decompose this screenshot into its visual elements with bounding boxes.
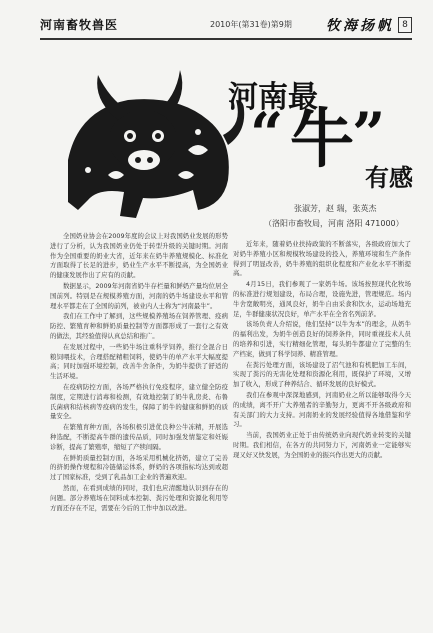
issue-info: 2010年(第31卷)第9期 bbox=[210, 20, 292, 29]
article-title-quote-close: ” bbox=[352, 100, 386, 168]
article-title-quote-open: “ bbox=[250, 100, 284, 168]
column-name: 牧海扬帆 bbox=[326, 18, 394, 34]
paragraph: 近年来，随着奶业扶持政策的不断落实，各级政府加大了对奶牛养殖小区和规模牧场建设的投入，养殖环境和生产条件得到了明显改善，奶牛养殖的组织化程度和产业化水平不断提高。 bbox=[233, 240, 411, 278]
paragraph: 全国奶业协会在2009年度的会议上对我国奶业发展的形势进行了分析，认为我国奶业仍处于转型升级的关键时期。河南作为全国重要的奶业大省，近年来在奶牛养殖规模化、标准化方面取得了长足的进步，奶业生产水平不断提高，为全国奶业的健康发展作出了应有的贡献。 bbox=[50, 232, 228, 280]
article-title-part2: 牛 bbox=[290, 102, 354, 177]
magazine-name: 河南畜牧兽医 bbox=[40, 18, 119, 32]
paragraph: 在鲜奶质量控制方面，各场采用机械化挤奶，建立了完善的挤奶操作规程和冷链储运体系，鲜奶的各项指标均达到或超过了国家标准，受到了乳品加工企业的普遍欢迎。 bbox=[50, 453, 228, 482]
paragraph: 我们在参观中深深地感到，河南奶业之所以能够取得今天的成绩，离不开广大养殖者的辛勤努力，更离不开各级政府和有关部门的大力支持。河南奶业的发展经验值得各地借鉴和学习。 bbox=[233, 390, 411, 429]
column-flag: 8 bbox=[398, 17, 412, 33]
paragraph: 在繁殖育种方面，各场积极引进优良种公牛冻精，开展选种选配，不断提高牛群的遗传品质，同时加强发情鉴定和妊娠诊断，提高了繁殖率，缩短了产犊间隔。 bbox=[50, 423, 228, 451]
paragraph: 我们在工作中了解到，这些规模养殖场在饲养管理、疫病防控、繁殖育种和鲜奶质量控制等方面都形成了一套行之有效的做法，其经验值得认真总结和推广。 bbox=[50, 312, 228, 340]
paragraph: 当前，我国奶业正处于由传统奶业向现代奶业转变的关键时期。我们相信，在各方的共同努力下，河南奶业一定能够实现又好又快发展，为全国奶业的振兴作出更大的贡献。 bbox=[233, 431, 411, 459]
paragraph: 然而，在看到成绩的同时，我们也应清醒地认识到存在的问题。部分养殖场在饲料成本控制、粪污处理和资源化利用等方面还存在不足，需要在今后的工作中加以改进。 bbox=[50, 483, 228, 512]
paragraph: 该场负责人介绍说，他们坚持“以牛为本”的理念，从奶牛的福利出发，为奶牛创造良好的饲养条件，同时重视技术人员的培养和引进，实行精细化管理，每头奶牛都建立了完整的生产档案，做到了科学饲养、精准管理。 bbox=[233, 320, 411, 358]
paragraph: 4月15日，我们参观了一家奶牛场。该场按照现代化牧场的标准进行规划建设，布局合理，设施先进，管理规范。场内牛舍宽敞明亮，通风良好，奶牛自由采食和饮水，运动场地充足，牛群健康状况良好，单产水平在全省名列前茅。 bbox=[233, 280, 411, 318]
article-title-part1: 河南最 bbox=[228, 80, 318, 115]
paragraph: 在疫病防控方面，各场严格执行免疫程序，建立健全防疫制度，定期进行消毒和检测，有效地控制了奶牛乳房炎、布鲁氏菌病和结核病等疫病的发生，保障了奶牛的健康和鲜奶的质量安全。 bbox=[50, 382, 228, 421]
article-affiliation: （洛阳市畜牧局，河南 洛阳 471000） bbox=[264, 219, 404, 228]
paragraph: 在粪污处理方面，该场建设了沼气池和有机肥加工车间，实现了粪污的无害化处理和资源化利用，既保护了环境，又增加了收入，形成了种养结合、循环发展的良好模式。 bbox=[233, 360, 411, 389]
bull-illustration bbox=[48, 40, 248, 225]
article-authors: 张淑芳，赵 瑞，张英杰 bbox=[294, 204, 377, 213]
right-text-column bbox=[233, 240, 411, 624]
article-title-part3: 有感 bbox=[365, 163, 413, 192]
paragraph: 在发展过程中，一些奶牛场注重科学饲养，推行全混合日粮饲喂技术，合理搭配精粗饲料，使奶牛的单产水平大幅度提高；同时加强环境控制，改善牛舍条件，为奶牛提供了舒适的生活环境。 bbox=[50, 342, 228, 381]
left-text-column bbox=[50, 232, 228, 624]
paragraph: 数据显示，2009年河南省奶牛存栏量和鲜奶产量均位居全国前列。特别是在规模养殖方面，河南的奶牛场建设水平和管理水平都走在了全国的前列，被业内人士称为“河南最牛”。 bbox=[50, 281, 228, 310]
page-header bbox=[40, 14, 412, 40]
